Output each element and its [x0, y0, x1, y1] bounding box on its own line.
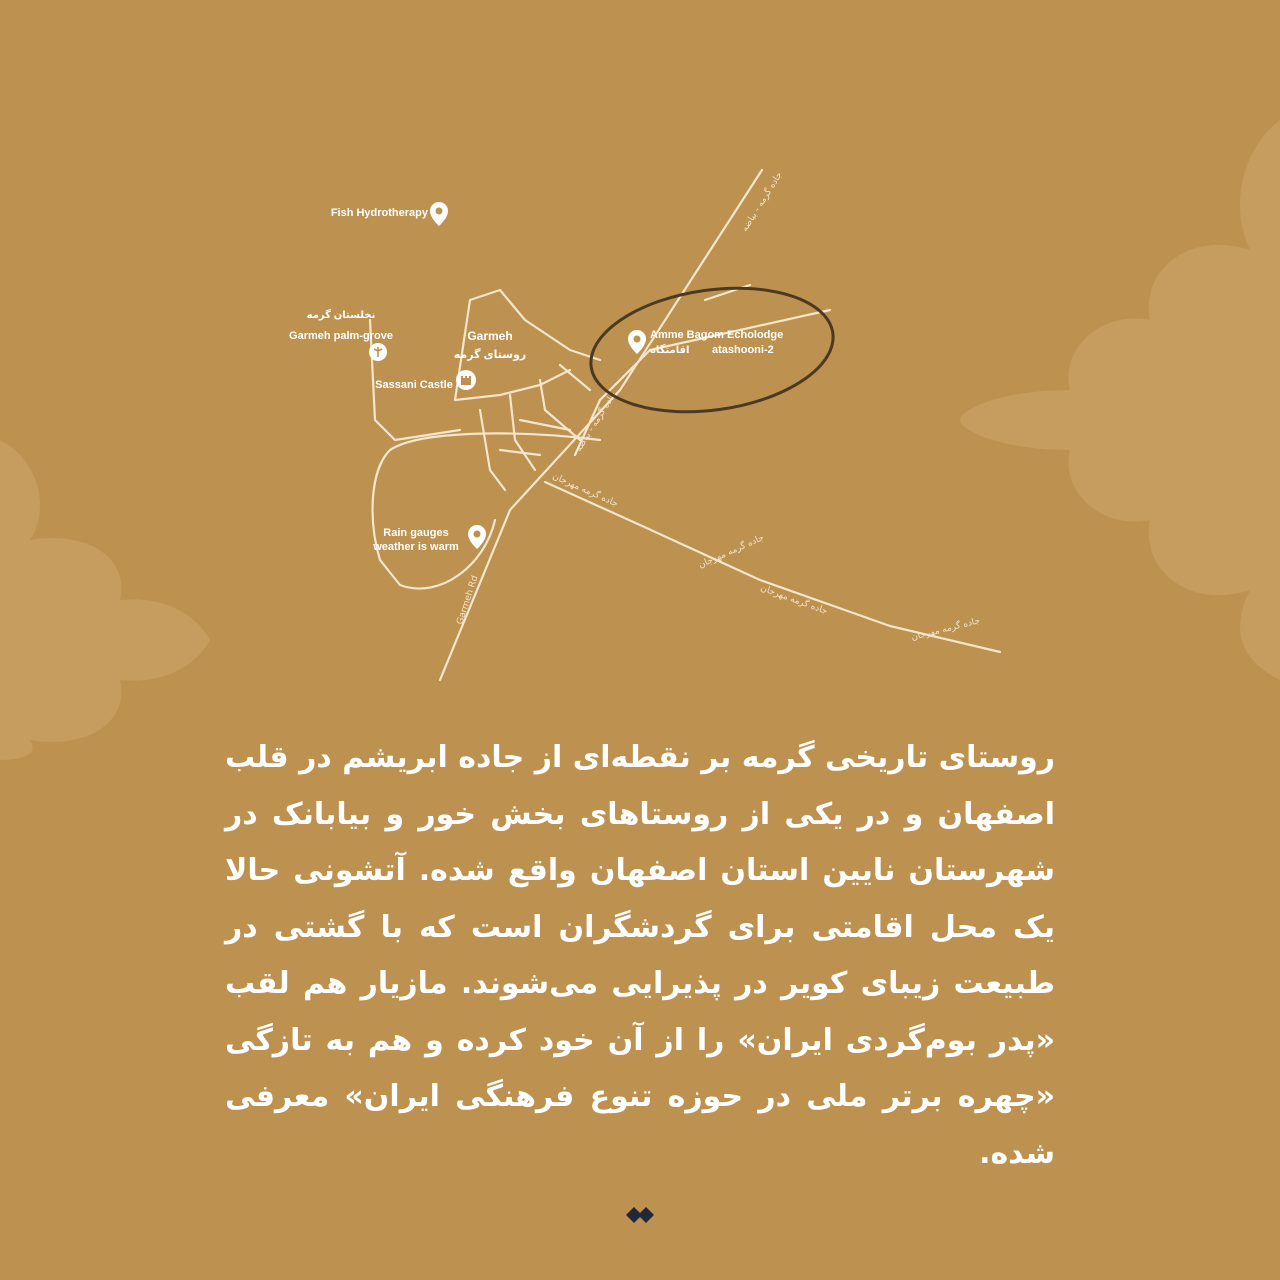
road-village-grid-3	[510, 395, 535, 470]
road-label-garmeh-mehrjan-3: جاده گرمه مهرجان	[758, 583, 829, 617]
road-village-grid-5	[500, 450, 540, 455]
brand-logo-icon	[624, 1203, 656, 1227]
description-paragraph: روستای تاریخی گرمه بر نقطه‌ای از جاده ابریشم در قلب اصفهان و در یکی از روستاهای بخش خور و بیابانک در شهرستان نایین استان اصفهان واقع شده. آتشونی حالا یک محل اقامتی برای گردشگران است که با گشتی در طبیعت زیبای کویر در پذیرایی می‌شوند. مازیار هم لقب «پدر بوم‌گردی ایران» را از آن خود کرده و هم به تازگی «چهره برتر ملی در حوزه تنوع فرهنگی ایران» معرفی شده.	[225, 740, 1055, 1171]
map-pin-icon	[468, 525, 486, 549]
road-garmeh-rd	[440, 170, 762, 680]
lodge-pin-icon	[628, 330, 646, 354]
place-rain-gauges[interactable]	[372, 525, 486, 553]
road-label-garmeh-biazeh-2: جاده گرمه - بیاضه	[574, 390, 619, 454]
place-label-prefix: اقامتگاه	[650, 345, 690, 356]
road-label-garmeh-mehrjan-4: جاده گرمه مهرجان	[910, 616, 982, 643]
place-label: Garmeh palm-grove	[289, 330, 393, 342]
place-label-line1: Rain gauges	[383, 527, 449, 539]
place-sassani-castle[interactable]	[375, 370, 476, 391]
place-label-line1: Amme Bagom Echolodge	[650, 329, 784, 341]
road-village-north	[455, 290, 600, 400]
castle-icon	[456, 370, 476, 390]
road-village-grid-7	[560, 365, 590, 390]
place-label-fa: نخلستان گرمه	[306, 310, 376, 321]
map-pin-icon	[430, 202, 448, 226]
place-label: Garmeh	[467, 329, 513, 343]
place-label-fa: روستای گرمه	[453, 349, 527, 361]
place-label-line2: weather is warm	[373, 541, 459, 553]
road-label-garmeh-mehrjan-2: جاده گرمه مهرجان	[697, 532, 766, 571]
road-label-garmeh-biazeh-1: جاده گرمه - بیاضه	[740, 170, 785, 234]
place-label-line2: atashooni-2	[712, 344, 774, 356]
road-label-garmeh-mehrjan-1: جاده گرمه مهرجان	[550, 471, 620, 510]
palm-tree-icon	[369, 343, 387, 361]
road-label-garmeh-rd: Garmeh Rd	[455, 574, 481, 626]
place-label: Sassani Castle	[375, 379, 453, 391]
place-fish-hydrotherapy[interactable]	[331, 202, 448, 226]
road-village-grid-6	[540, 380, 580, 440]
place-garmeh-palm-grove[interactable]	[289, 308, 393, 361]
place-label: Fish Hydrotherapy	[330, 207, 428, 219]
